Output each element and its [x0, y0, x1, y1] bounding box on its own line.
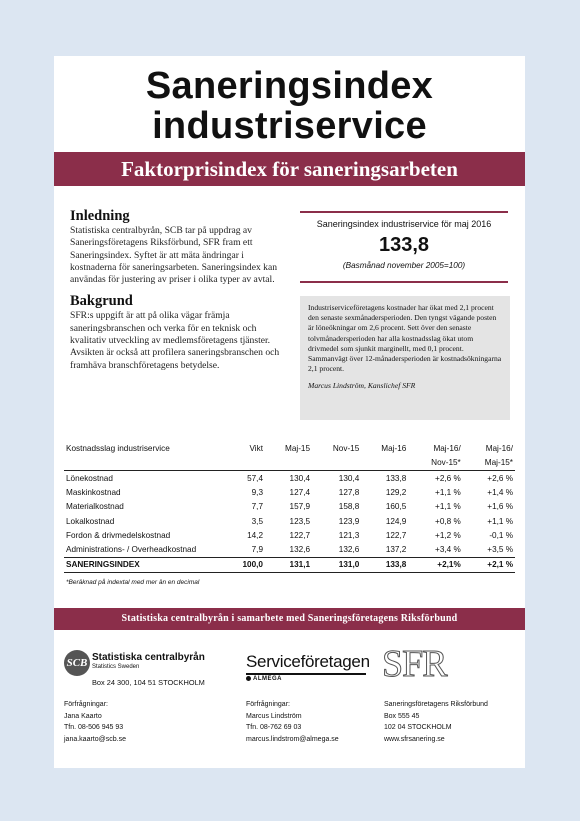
table-cell: +1,2 %	[435, 530, 461, 540]
table-cell: 124,9	[385, 516, 407, 526]
table-cell: 121,3	[338, 530, 360, 540]
footer-banner: Statistiska centralbyrån i samarbete med Saneringsföretagens Riksförbund	[54, 608, 525, 630]
index-base: (Basmånad november 2005=100)	[342, 261, 466, 270]
table-cell: 131,0	[312, 557, 361, 572]
contact-scb: Förfrågningar: Jana Kaarto Tfn. 08-506 945 93 jana.kaarto@scb.se	[64, 699, 126, 745]
table-row	[64, 514, 515, 528]
table-cell: 122,7	[385, 530, 407, 540]
scb-address: Box 24 300, 104 51 STOCKHOLM	[92, 678, 205, 687]
table-total-row	[64, 557, 515, 572]
background-heading: Bakgrund	[70, 293, 133, 310]
title-line-1: Saneringsindex	[145, 65, 434, 107]
table-cell: 100,0	[233, 557, 265, 572]
comment-signature: Marcus Lindström, Kanslichef SFR	[308, 381, 416, 391]
website-link[interactable]: www.sfrsanering.se	[384, 735, 445, 743]
table-cell: 157,9	[289, 502, 311, 512]
table-cell: 123,9	[338, 516, 360, 526]
sfr-logo: SFR	[382, 643, 447, 685]
table-cell: 130,4	[289, 473, 311, 483]
table-cell: 137,2	[385, 545, 407, 555]
table-cell: 133,8	[385, 473, 407, 483]
table-cell: +3,4 %	[435, 545, 461, 555]
table-cell: 158,8	[338, 502, 360, 512]
table-cell: +2,1%	[408, 557, 462, 572]
table-cell: Lönekostnad	[66, 473, 113, 483]
serviceforetagen-logo	[246, 652, 368, 682]
scb-seal-icon: SCB	[64, 650, 90, 676]
table-cell: 127,8	[338, 487, 360, 497]
comment-text: Industriserviceföretagens kostnader har ökat med 2,1 procent den senaste sexmånadersperioden. Den tyngst vägande posten är löneökningar om 2,6 procent. Sett över den senaste tolvmånadersperioden har alla kostnadsslag ökat utom drivmedel som sjunkit marginellt, med 0,1 procent. Sammanvägt över 12-månadersperioden är kostnadsökningarna 2,1 procent.	[308, 303, 502, 374]
index-table	[64, 442, 515, 573]
table-cell: 7,9	[251, 545, 263, 555]
subtitle-banner: Faktorprisindex för saneringsarbeten	[54, 152, 525, 186]
table-cell: 3,5	[251, 516, 263, 526]
table-cell: 130,4	[338, 473, 360, 483]
table-row	[64, 485, 515, 499]
col-header-weight: Vikt	[233, 442, 265, 471]
col-header-change-6m: Maj-16/ Nov-15*	[408, 442, 462, 471]
email-link[interactable]: jana.kaarto@scb.se	[64, 735, 126, 743]
table-cell: +1,1 %	[435, 502, 461, 512]
table-cell: Administrations- / Overheadkostnad	[66, 545, 197, 555]
table-cell: +1,6 %	[487, 502, 513, 512]
sf-sub: ALMEGA	[246, 676, 368, 682]
title-line-2: industriservice	[152, 105, 427, 147]
contact-almega: Förfrågningar: Marcus Lindström Tfn. 08-762 69 03 marcus.lindstrom@almega.se	[246, 699, 339, 745]
table-cell: 132,6	[338, 545, 360, 555]
table-cell: Maskinkostnad	[66, 487, 121, 497]
col-header-may15: Maj-15	[265, 442, 312, 471]
scb-logo	[64, 650, 229, 686]
contact-sfr: Saneringsföretagens Riksförbund Box 555 45 102 04 STOCKHOLM www.sfrsanering.se	[384, 699, 488, 745]
table-cell: Fordon & drivmedelskostnad	[66, 530, 171, 540]
almega-dot-icon	[246, 676, 251, 681]
page-title	[54, 66, 525, 146]
table-cell: 127,4	[289, 487, 311, 497]
table-cell: Materialkostnad	[66, 502, 124, 512]
table-cell: 160,5	[385, 502, 407, 512]
table-row	[64, 500, 515, 514]
table-row	[64, 528, 515, 542]
table-cell: Lokalkostnad	[66, 516, 115, 526]
index-label: Saneringsindex industriservice för maj 2016	[316, 219, 492, 229]
table-row	[64, 542, 515, 557]
index-value: 133,8	[378, 234, 430, 256]
table-cell: 133,8	[361, 557, 408, 572]
table-cell: 57,4	[247, 473, 263, 483]
left-column	[70, 208, 285, 379]
col-header-nov15: Nov-15	[312, 442, 361, 471]
col-header-category: Kostnadsslag industriservice	[64, 442, 233, 471]
col-header-may16: Maj-16	[361, 442, 408, 471]
table-cell: 9,3	[251, 487, 263, 497]
table-cell: 132,6	[289, 545, 311, 555]
scb-subtitle: Statistics Sweden	[92, 664, 140, 670]
table-cell: +1,4 %	[487, 487, 513, 497]
table-cell: +0,8 %	[435, 516, 461, 526]
email-link[interactable]: marcus.lindstrom@almega.se	[246, 735, 339, 743]
table-cell: +1,1 %	[487, 516, 513, 526]
table-cell: +2,6 %	[435, 473, 461, 483]
sf-name: Serviceföretagen	[246, 652, 370, 671]
comment-box	[300, 296, 510, 420]
table-cell: +1,1 %	[435, 487, 461, 497]
table-cell: 123,5	[289, 516, 311, 526]
background-text: SFR:s uppgift är att på olika vägar främja saneringsbranschen och verka för en teknisk och kvalitativ utveckling av medlemsföretagens tjänster. Avsikten är också att profilera saneringsbranschen och framhäva branschföretagens betydelse.	[70, 310, 280, 371]
table-cell: 122,7	[289, 530, 311, 540]
intro-heading: Inledning	[70, 208, 130, 224]
index-highlight-box	[300, 211, 508, 283]
table-cell: 131,1	[265, 557, 312, 572]
report-page	[54, 56, 525, 768]
table-cell: 14,2	[247, 530, 263, 540]
table-cell: +2,6 %	[487, 473, 513, 483]
table-row	[64, 471, 515, 486]
table-footnote: *Beräknad på indextal med mer än en decimal	[66, 579, 200, 586]
sf-underline	[246, 673, 366, 675]
scb-name: Statistiska centralbyrån	[92, 652, 205, 663]
table-cell: +3,5 %	[487, 545, 513, 555]
table-cell: +2,1 %	[463, 557, 515, 572]
table-cell: 129,2	[385, 487, 407, 497]
col-header-change-12m: Maj-16/ Maj-15*	[463, 442, 515, 471]
table-header-row	[64, 442, 515, 471]
table-cell: SANERINGSINDEX	[64, 557, 233, 572]
intro-text: Statistiska centralbyrån, SCB tar på uppdrag av Saneringsföretagens Riksförbund, SFR fram ett Saneringsindex. Syftet är att mäta ändringar i kostnaderna för saneringsarbeten. Saneringsindex kan användas för justering av priser i olika typer av avtal.	[70, 225, 277, 286]
table-cell: -0,1 %	[489, 530, 513, 540]
table-cell: 7,7	[251, 502, 263, 512]
